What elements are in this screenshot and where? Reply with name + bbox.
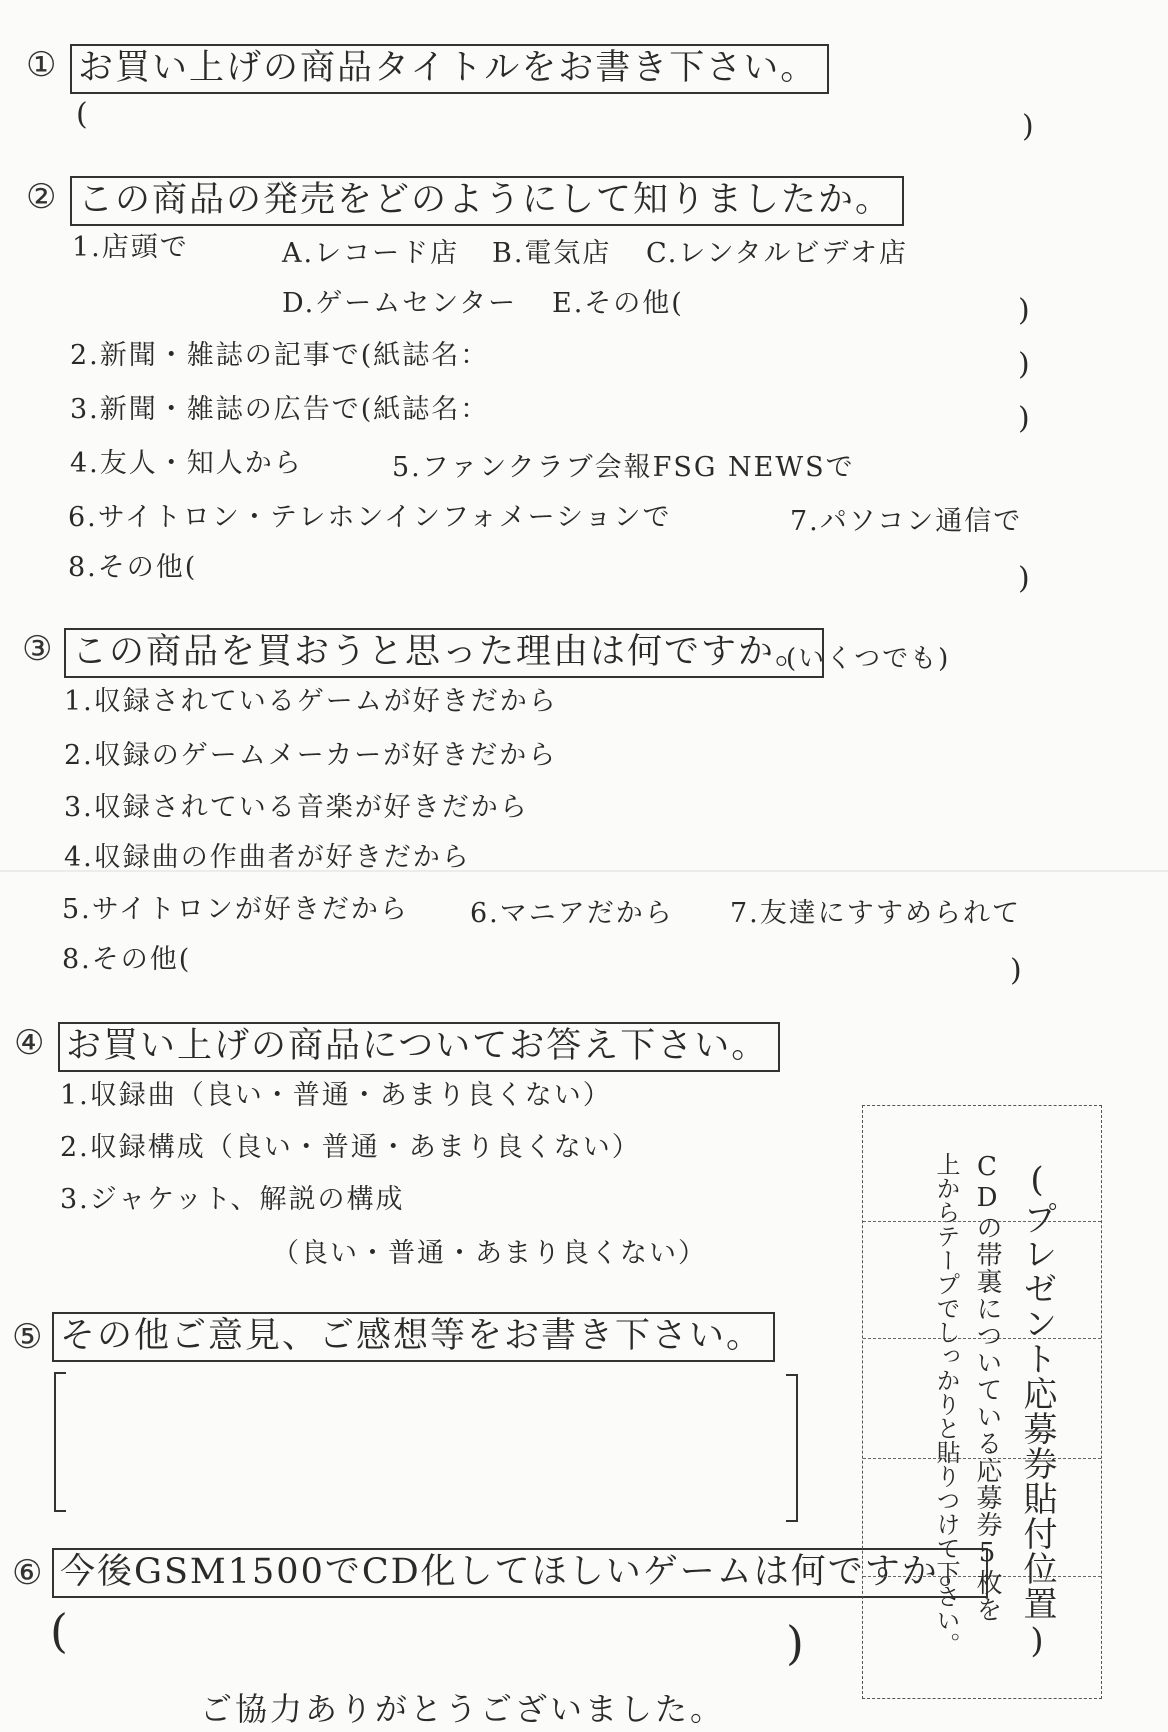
q4-number: ④	[14, 1023, 45, 1063]
q1-open-paren: (	[76, 97, 88, 132]
q6-number: ⑥	[12, 1553, 43, 1593]
q4-option-1: 1.収録曲（良い・普通・あまり良くない）	[60, 1080, 612, 1111]
q2-3-close-paren: )	[1018, 401, 1030, 436]
q6-title: 今後GSM1500でCD化してほしいゲームは何ですか。	[52, 1548, 988, 1598]
q2-option-1d: D.ゲームセンター	[282, 288, 518, 319]
q3-option-5: 5.サイトロンが好きだから	[62, 894, 409, 925]
q2-option-1c: C.レンタルビデオ店	[646, 238, 908, 269]
coupon-heading: (プレゼント応募券貼付位置)	[1017, 1160, 1057, 1662]
q2-option-6: 6.サイトロン・テレホンインフォメーションで	[68, 502, 672, 533]
coupon-instruction-2: 上からテープでしっかりと貼りつけて下さい。	[932, 1152, 960, 1656]
q2-title: この商品の発売をどのようにして知りましたか。	[70, 176, 904, 226]
q3-option-6: 6.マニアだから	[470, 898, 674, 929]
q2-option-4: 4.友人・知人から	[70, 448, 303, 479]
q6-close-paren: )	[786, 1616, 804, 1670]
thanks-message: ご協力ありがとうございました。	[200, 1690, 726, 1728]
q4-title: お買い上げの商品についてお答え下さい。	[58, 1022, 780, 1072]
q2-8-close-paren: )	[1018, 561, 1030, 596]
q2-1e-close-paren: )	[1018, 293, 1030, 328]
q2-option-8: 8.その他(	[68, 552, 198, 583]
q3-number: ③	[22, 629, 53, 669]
q3-option-7: 7.友達にすすめられて	[730, 898, 1022, 929]
q2-option-1e: E.その他(	[552, 288, 684, 319]
q5-left-bracket	[54, 1372, 66, 1512]
q3-option-1: 1.収録されているゲームが好きだから	[64, 686, 558, 717]
q5-number: ⑤	[12, 1317, 43, 1357]
q2-option-1b: B.電気店	[492, 238, 612, 269]
coupon-paste-area	[862, 1105, 1102, 1699]
q3-note: (いくつでも)	[786, 644, 951, 674]
q3-8-close-paren: )	[1010, 953, 1022, 988]
q2-option-3: 3.新聞・雑誌の広告で(紙誌名：	[70, 394, 490, 425]
q2-option-2: 2.新聞・雑誌の記事で(紙誌名：	[70, 340, 490, 371]
q6-open-paren: (	[50, 1604, 68, 1658]
q1-close-paren: )	[1022, 109, 1034, 144]
q2-option-5: 5.ファンクラブ会報FSG NEWSで	[392, 452, 855, 483]
q3-option-2: 2.収録のゲームメーカーが好きだから	[64, 740, 558, 771]
q1-number: ①	[26, 45, 57, 85]
q2-option-1a: A.レコード店	[282, 238, 460, 269]
q2-option-1: 1.店頭で	[72, 232, 189, 263]
q4-option-2: 2.収録構成（良い・普通・あまり良くない）	[60, 1132, 641, 1163]
q2-option-7: 7.パソコン通信で	[790, 506, 1023, 537]
q5-title: その他ご意見、ご感想等をお書き下さい。	[52, 1312, 775, 1362]
q4-option-3: 3.ジャケット、解説の構成	[60, 1184, 405, 1215]
q2-2-close-paren: )	[1018, 347, 1030, 382]
q3-option-4: 4.収録曲の作曲者が好きだから	[64, 842, 471, 873]
coupon-instruction-1: CDの帯裏についている応募券5枚を	[972, 1152, 1002, 1623]
q5-right-bracket	[786, 1374, 798, 1522]
q1-title: お買い上げの商品タイトルをお書き下さい。	[70, 44, 829, 94]
q2-number: ②	[26, 177, 57, 217]
q3-title: この商品を買おうと思った理由は何ですか。	[64, 628, 824, 678]
q4-option-3-rating: （良い・普通・あまり良くない）	[272, 1238, 707, 1269]
q3-option-8: 8.その他(	[62, 944, 192, 975]
q3-option-3: 3.収録されている音楽が好きだから	[64, 792, 529, 823]
